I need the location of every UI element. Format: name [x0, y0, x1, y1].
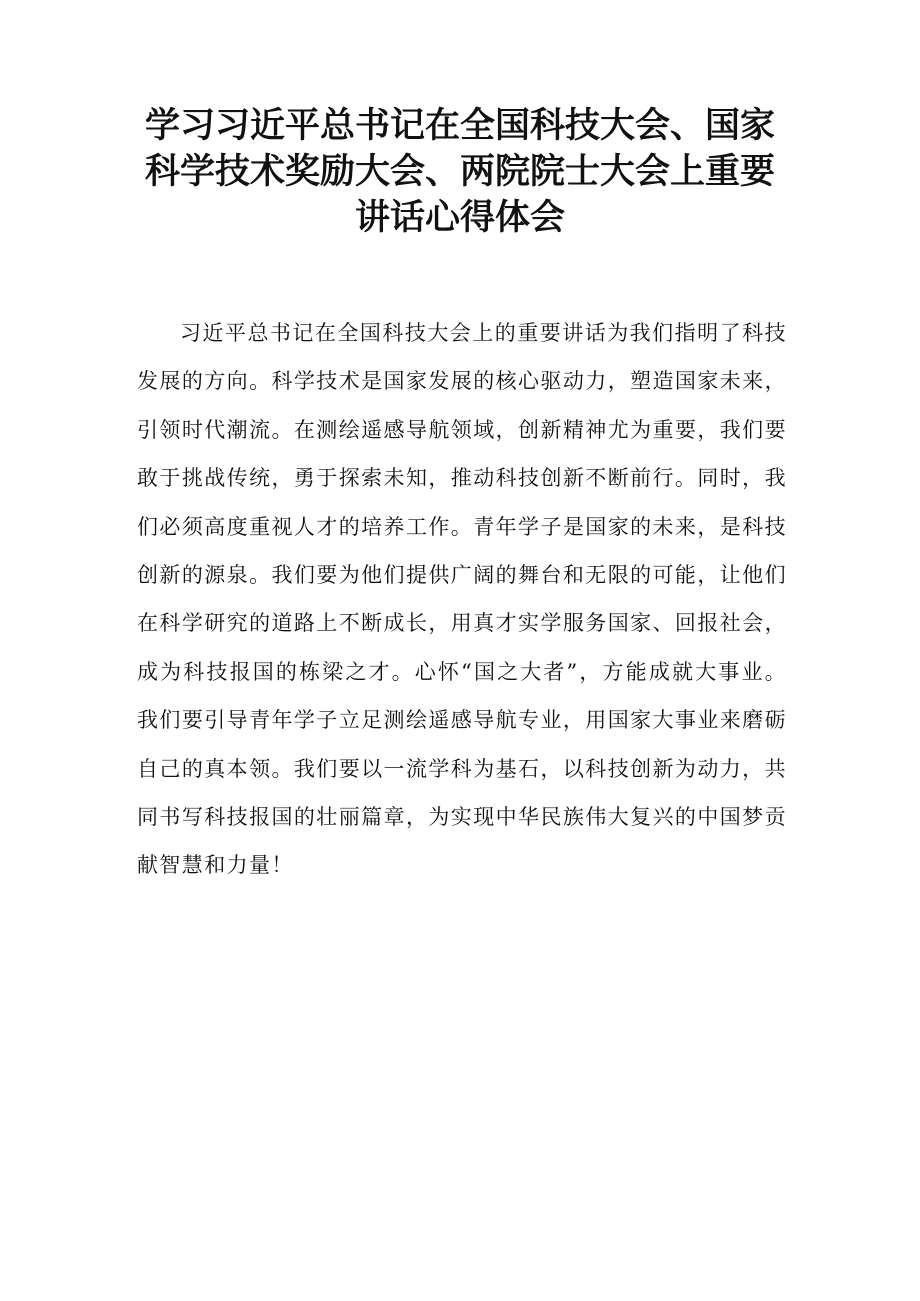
- title-line-2: 科学技术奖励大会、两院院士大会上重要: [144, 152, 775, 192]
- title-line-1: 学习习近平总书记在全国科技大会、国家: [144, 106, 775, 146]
- body-paragraph: 习近平总书记在全国科技大会上的重要讲话为我们指明了科技发展的方向。科学技术是国家发展的核心驱动力，塑造国家未来，引领时代潮流。在测绘遥感导航领域，创新精神尤为重要，我们要敢于挑战传统，勇于探索未知，推动科技创新不断前行。同时，我们必须高度重视人才的培养工作。青年学子是国家的未来，是科技创新的源泉。我们要为他们提供广阔的舞台和无限的可能，让他们在科学研究的道路上不断成长，用真才实学服务国家、回报社会，成为科技报国的栋梁之才。心怀“国之大者”，方能成就大事业。我们要引导青年学子立足测绘遥感导航专业，用国家大事业来磨砺自己的真本领。我们要以一流学科为基石，以科技创新为动力，共同书写科技报国的壮丽篇章，为实现中华民族伟大复兴的中国梦贡献智慧和力量！: [137, 321, 787, 878]
- title-line-3: 讲话心得体会: [354, 198, 565, 238]
- document-title: [0, 103, 920, 241]
